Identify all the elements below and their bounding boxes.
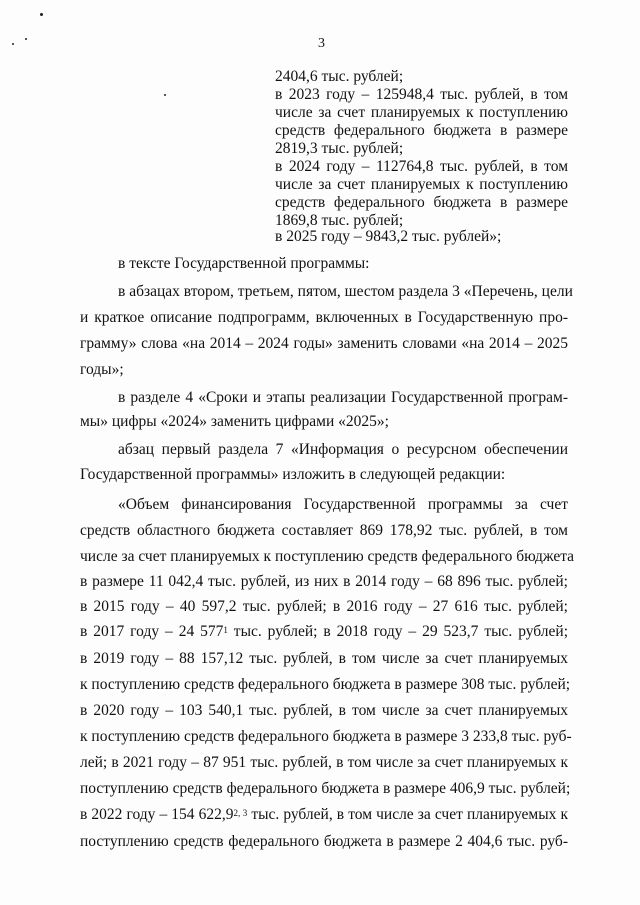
- text-line: в 2025 году – 9843,2 тыс. рублей»;: [275, 228, 502, 245]
- footnote-marker: 2, 3: [233, 808, 248, 818]
- text-fragment: в 2017 году – 24 577: [80, 623, 224, 640]
- text-line: к поступлению средств федерального бюджета в размере 3 233,8 тыс. руб-: [80, 728, 572, 745]
- text-line: средств федерального бюджета в размере: [275, 194, 568, 211]
- text-line: мы» цифры «2024» заменить цифрами «2025»;: [80, 413, 389, 430]
- text-fragment: в 2022 году – 154 622,9: [80, 806, 234, 823]
- scan-speck: [164, 94, 166, 96]
- text-line: средств областного бюджета составляет 869 178,92 тыс. рублей, в том: [80, 522, 568, 539]
- text-line: числе за счет планируемых к поступлению: [275, 104, 568, 121]
- text-line: [80, 623, 568, 641]
- text-line: грамму» слова «на 2014 – 2024 годы» заменить словами «на 2014 – 2025: [80, 335, 568, 352]
- text-line: абзац первый раздела 7 «Информация о ресурсном обеспечении: [118, 441, 568, 458]
- scan-speck: [40, 13, 43, 16]
- text-line: средств федерального бюджета в размере: [275, 122, 568, 139]
- text-line: «Объем финансирования Государственной программы за счет: [118, 496, 568, 513]
- text-line: Государственной программы» изложить в следующей редакции:: [80, 466, 506, 483]
- text-line: поступлению средств федерального бюджета в размере 406,9 тыс. рублей;: [80, 780, 571, 797]
- text-line: поступлению средств федерального бюджета в размере 2 404,6 тыс. руб-: [80, 833, 568, 850]
- text-line: 2404,6 тыс. рублей;: [275, 68, 404, 85]
- footnote-marker: 1: [223, 625, 228, 635]
- text-line: в 2024 году – 112764,8 тыс. рублей, в том: [275, 158, 568, 175]
- text-line: в разделе 4 «Сроки и этапы реализации Государственной програм-: [118, 389, 568, 406]
- text-line: в абзацах втором, третьем, пятом, шестом раздела 3 «Перечень, цели: [118, 283, 573, 300]
- text-line: в 2023 году – 125948,4 тыс. рублей, в том: [275, 86, 568, 103]
- text-line: лей; в 2021 году – 87 951 тыс. рублей, в том числе за счет планируемых к: [80, 754, 568, 771]
- text-fragment: тыс. рублей, в том числе за счет планируемых к: [247, 806, 569, 823]
- text-fragment: тыс. рублей; в 2018 году – 29 523,7 тыс. рублей;: [227, 623, 569, 640]
- text-line: в 2019 году – 88 157,12 тыс. рублей, в том числе за счет планируемых: [80, 650, 568, 667]
- text-line: в 2020 году – 103 540,1 тыс. рублей, в том числе за счет планируемых: [80, 702, 568, 719]
- text-line: и краткое описание подпрограмм, включенных в Государственную про-: [80, 309, 568, 326]
- text-line: годы»;: [80, 361, 124, 378]
- text-line: числе за счет планируемых к поступлению средств федерального бюджета: [80, 548, 575, 565]
- scan-speck: [12, 43, 14, 45]
- text-line: числе за счет планируемых к поступлению: [275, 176, 568, 193]
- scan-speck: [25, 38, 27, 40]
- text-line: к поступлению средств федерального бюджета в размере 308 тыс. рублей;: [80, 676, 571, 693]
- paragraph-text: в тексте Государственной программы:: [118, 255, 370, 272]
- text-line: в 2015 году – 40 597,2 тыс. рублей; в 2016 году – 27 616 тыс. рублей;: [80, 598, 568, 615]
- text-line: [80, 806, 568, 824]
- text-line: 1869,8 тыс. рублей;: [275, 212, 404, 229]
- text-line: в размере 11 042,4 тыс. рублей, из них в 2014 году – 68 896 тыс. рублей;: [80, 573, 568, 590]
- page-number: 3: [318, 36, 325, 51]
- text-line: 2819,3 тыс. рублей;: [275, 140, 404, 157]
